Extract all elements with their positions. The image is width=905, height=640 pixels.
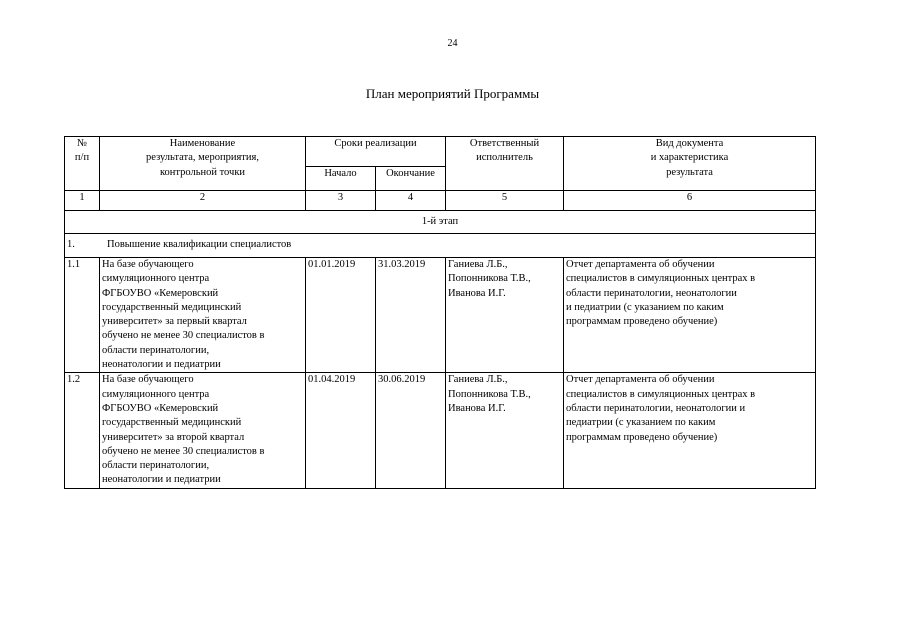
page-number: 24 <box>447 38 458 49</box>
row-end-date: 31.03.2019 <box>376 258 446 373</box>
row-number: 1.2 <box>65 373 100 488</box>
row-name: На базе обучающего симуляционного центра ФГБОУВО «Кемеровский государственный медицинский университет» за второй квартал обучено не менее 30 специалистов в области перинатологии, неонатологии и педиатрии <box>100 373 306 488</box>
stage-label: 1-й этап <box>65 211 816 234</box>
header-terms: Сроки реализации <box>306 137 446 167</box>
header-doc: Вид документа и характеристика результата <box>564 137 816 191</box>
header-end: Окончание <box>376 167 446 191</box>
row-start-date: 01.01.2019 <box>306 258 376 373</box>
section-cell <box>65 234 816 258</box>
plan-table <box>64 136 816 489</box>
section-row <box>65 234 816 258</box>
header-num: № п/п <box>65 137 100 191</box>
row-responsible: Ганиева Л.Б., Попонникова Т.В., Иванова И.Г. <box>446 258 564 373</box>
column-number-row <box>65 191 816 211</box>
column-number: 1 <box>65 191 100 211</box>
table-header-row-1 <box>65 137 816 167</box>
row-document: Отчет департамента об обучении специалистов в симуляционных центрах в области перинатологии, неонатологии и педиатрии (с указанием по каким программам проведено обучение) <box>564 373 816 488</box>
stage-row <box>65 211 816 234</box>
column-number: 6 <box>564 191 816 211</box>
row-name: На базе обучающего симуляционного центра ФГБОУВО «Кемеровский государственный медицинский университет» за первый квартал обучено не менее 30 специалистов в области перинатологии, неонатологии и педиатрии <box>100 258 306 373</box>
document-title: План мероприятий Программы <box>365 86 540 101</box>
table-row <box>65 373 816 488</box>
table-row <box>65 258 816 373</box>
row-end-date: 30.06.2019 <box>376 373 446 488</box>
header-name: Наименование результата, мероприятия, контрольной точки <box>100 137 306 191</box>
header-responsible: Ответственный исполнитель <box>446 137 564 191</box>
header-start: Начало <box>306 167 376 191</box>
column-number: 3 <box>306 191 376 211</box>
row-document: Отчет департамента об обучении специалистов в симуляционных центрах в области перинатологии, неонатологии и педиатрии (с указанием по каким программам проведено обучение) <box>564 258 816 373</box>
column-number: 4 <box>376 191 446 211</box>
section-number: 1. <box>67 239 75 251</box>
column-number: 2 <box>100 191 306 211</box>
section-title: Повышение квалификации специалистов <box>107 239 292 251</box>
row-number: 1.1 <box>65 258 100 373</box>
row-responsible: Ганиева Л.Б., Попонникова Т.В., Иванова И.Г. <box>446 373 564 488</box>
column-number: 5 <box>446 191 564 211</box>
row-start-date: 01.04.2019 <box>306 373 376 488</box>
